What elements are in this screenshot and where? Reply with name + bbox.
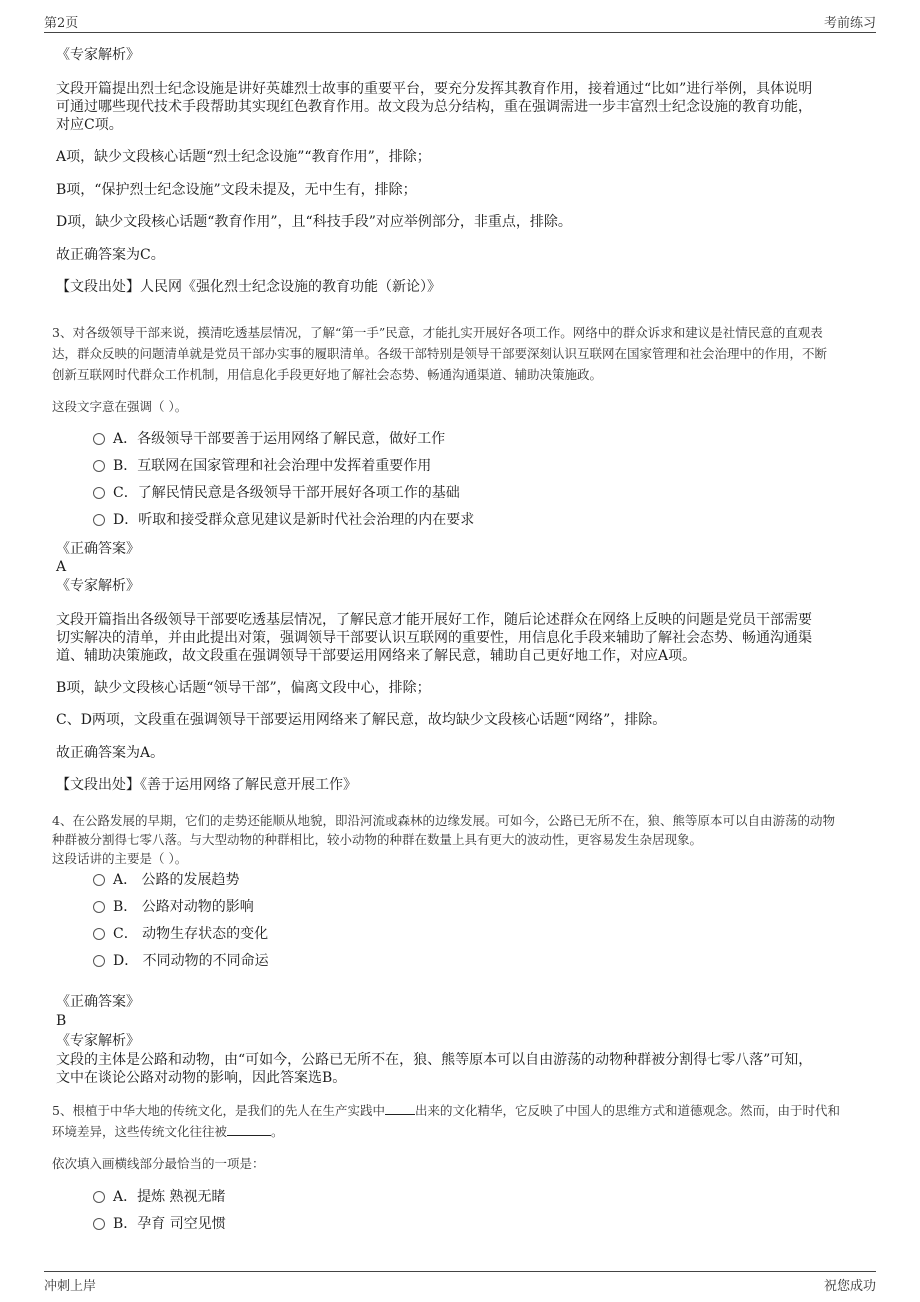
- q4-option-a[interactable]: A． 公路的发展趋势: [93, 871, 240, 889]
- q4-stem-line: 种群被分割得七零八落。与大型动物的种群相比，较小动物的种群在数量上具有更大的波动性，更容易发生杂居现象。: [52, 832, 703, 847]
- q3-analysis-line: 道、辅助决策施政，故文段重在强调领导干部要运用网络来了解民意，辅助自己更好地工作，对应A项。: [56, 648, 697, 664]
- q3-conclusion: 故正确答案为A。: [56, 745, 165, 761]
- s2-exclude-b: B项，“保护烈士纪念设施”文段未提及，无中生有，排除；: [56, 182, 417, 198]
- page-number: 第2页: [44, 16, 79, 31]
- q5-ask: 依次填入画横线部分最恰当的一项是：: [52, 1156, 265, 1171]
- q4-ask: 这段话讲的主要是（ ）。: [52, 851, 188, 866]
- s2-analysis-line: 对应C项。: [56, 117, 123, 133]
- radio-icon[interactable]: [93, 1191, 105, 1203]
- radio-icon[interactable]: [93, 928, 105, 940]
- q3-option-b[interactable]: B．互联网在国家管理和社会治理中发挥着重要作用: [93, 457, 431, 475]
- s2-analysis-line: 可通过哪些现代技术手段帮助其实现红色教育作用。故文段为总分结构，重在强调需进一步丰富烈士纪念设施的教育功能，: [56, 99, 812, 115]
- s2-expert-label: 《专家解析》: [56, 47, 140, 63]
- fill-blank: [227, 1123, 271, 1136]
- radio-icon[interactable]: [93, 1218, 105, 1230]
- header-title: 考前练习: [823, 16, 876, 31]
- q3-stem-line: 创新互联网时代群众工作机制，用信息化手段更好地了解社会态势、畅通沟通渠道、辅助决策施政。: [52, 367, 603, 382]
- radio-icon[interactable]: [93, 901, 105, 913]
- q3-option-c[interactable]: C．了解民情民意是各级领导干部开展好各项工作的基础: [93, 484, 460, 502]
- q3-exclude-b: B项，缺少文段核心话题“领导干部”，偏离文段中心，排除；: [56, 680, 431, 696]
- q3-ask: 这段文字意在强调（ ）。: [52, 399, 188, 414]
- q5-option-b[interactable]: B．孕育 司空见惯: [93, 1215, 226, 1233]
- q4-expert-label: 《专家解析》: [56, 1033, 140, 1049]
- radio-icon[interactable]: [93, 460, 105, 472]
- q3-expert-label: 《专家解析》: [56, 578, 140, 594]
- s2-exclude-a: A项，缺少文段核心话题“烈士纪念设施”“教育作用”，排除；: [56, 149, 431, 165]
- q3-stem-line: 达，群众反映的问题清单就是党员干部办实事的履职清单。各级干部特别是领导干部要深刻认识互联网在国家管理和社会治理中的作用，不断: [52, 346, 828, 361]
- q4-option-b[interactable]: B． 公路对动物的影响: [93, 898, 254, 916]
- q5-stem-line: 环境差异，这些传统文化往往被 。: [52, 1124, 284, 1139]
- radio-icon[interactable]: [93, 874, 105, 886]
- q4-analysis-line: 文中在谈论公路对动物的影响，因此答案选B。: [56, 1070, 347, 1086]
- radio-icon[interactable]: [93, 514, 105, 526]
- q4-option-d[interactable]: D． 不同动物的不同命运: [93, 952, 269, 970]
- footer-right: 祝您成功: [823, 1279, 876, 1294]
- q3-source: 【文段出处】《善于运用网络了解民意开展工作》: [56, 777, 357, 793]
- q3-stem-line: 3、对各级领导干部来说，摸清吃透基层情况，了解“第一手”民意，才能扎实开展好各项工作。网络中的群众诉求和建议是社情民意的直观表: [52, 325, 823, 340]
- radio-icon[interactable]: [93, 955, 105, 967]
- q5-stem-line: 5、根植于中华大地的传统文化，是我们的先人在生产实践中 出来的文化精华，它反映了中国人的思维方式和道德观念。然而，由于时代和: [52, 1103, 840, 1118]
- radio-icon[interactable]: [93, 487, 105, 499]
- page-header: [44, 10, 876, 33]
- q4-stem-line: 4、在公路发展的早期，它们的走势还能顺从地貌，即沿河流或森林的边缘发展。可如今，公路已无所不在，狼、熊等原本可以自由游荡的动物: [52, 813, 835, 828]
- radio-icon[interactable]: [93, 433, 105, 445]
- s2-exclude-d: D项，缺少文段核心话题“教育作用”，且“科技手段”对应举例部分，非重点，排除。: [56, 214, 572, 230]
- q3-exclude-cd: C、D两项，文段重在强调领导干部要运用网络来了解民意，故均缺少文段核心话题“网络”，排除。: [56, 712, 667, 728]
- q3-option-d[interactable]: D．听取和接受群众意见建议是新时代社会治理的内在要求: [93, 511, 474, 529]
- s2-analysis-line: 文段开篇提出烈士纪念设施是讲好英雄烈士故事的重要平台，要充分发挥其教育作用，接着通过“比如”进行举例，具体说明: [56, 81, 813, 97]
- q4-analysis-line: 文段的主体是公路和动物，由“可如今，公路已无所不在，狼、熊等原本可以自由游荡的动物种群被分割得七零八落”可知，: [56, 1052, 813, 1068]
- q3-analysis-line: 切实解决的清单，并由此提出对策，强调领导干部要认识互联网的重要性，用信息化手段来辅助了解社会态势、畅通沟通渠: [56, 630, 812, 646]
- q3-answer: A: [56, 559, 67, 575]
- page-footer: [44, 1271, 876, 1296]
- q4-option-c[interactable]: C． 动物生存状态的变化: [93, 925, 268, 943]
- s2-source: 【文段出处】人民网《强化烈士纪念设施的教育功能（新论）》: [56, 279, 441, 295]
- fill-blank: [385, 1102, 415, 1115]
- s2-conclusion: 故正确答案为C。: [56, 247, 165, 263]
- q3-analysis-line: 文段开篇指出各级领导干部要吃透基层情况，了解民意才能开展好工作，随后论述群众在网络上反映的问题是党员干部需要: [56, 612, 812, 628]
- q4-answer: B: [56, 1013, 67, 1029]
- q3-answer-label: 《正确答案》: [56, 541, 140, 557]
- footer-left: 冲刺上岸: [44, 1279, 97, 1294]
- q3-option-a[interactable]: A．各级领导干部要善于运用网络了解民意，做好工作: [93, 430, 445, 448]
- q5-option-a[interactable]: A．提炼 熟视无睹: [93, 1188, 226, 1206]
- q4-answer-label: 《正确答案》: [56, 994, 140, 1010]
